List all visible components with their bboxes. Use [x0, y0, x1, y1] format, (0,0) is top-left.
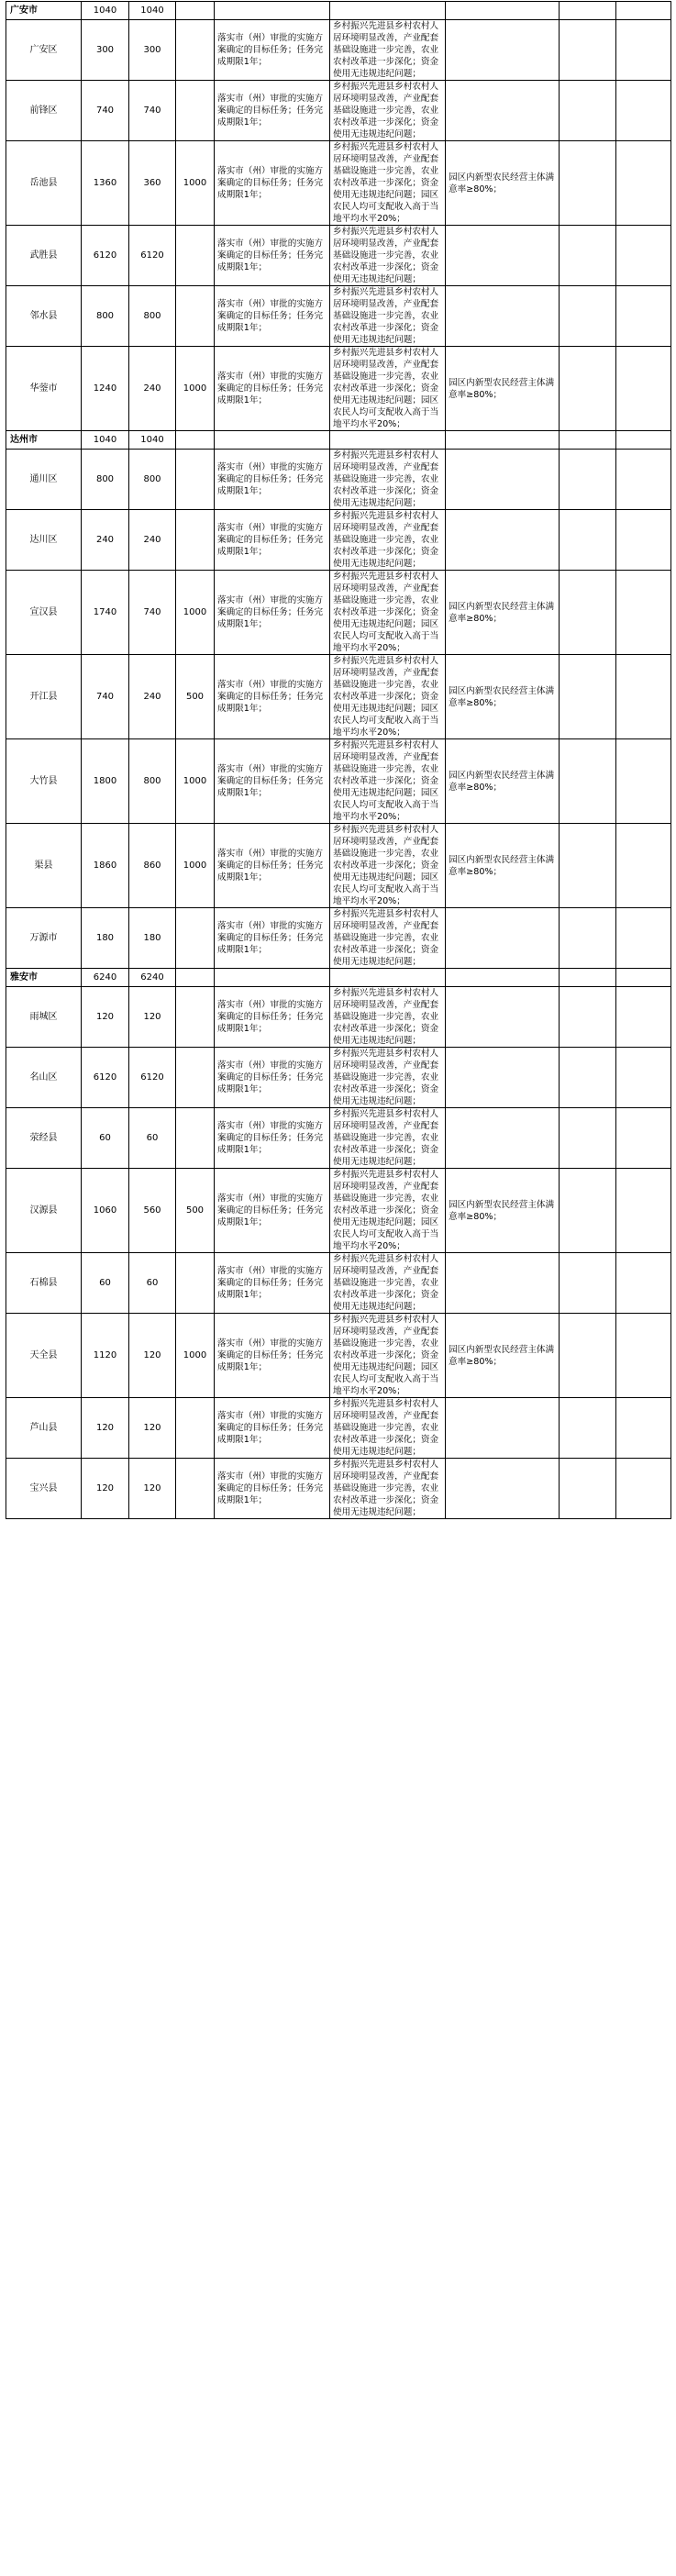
- table-row: [6, 1459, 671, 1519]
- extra-amount: 1000: [176, 824, 215, 908]
- empty-cell: [560, 1048, 616, 1108]
- satisfaction-target: [446, 908, 560, 969]
- empty-cell: [616, 1398, 671, 1459]
- empty-cell: [560, 908, 616, 969]
- total-amount: 180: [82, 908, 129, 969]
- task-goal: 落实市（州）审批的实施方案确定的目标任务；任务完成期限1年；: [215, 286, 330, 347]
- empty-cell: [616, 824, 671, 908]
- empty-cell: [616, 1108, 671, 1169]
- county-name: 广安区: [6, 20, 82, 81]
- total-amount: 1800: [82, 739, 129, 824]
- county-name: 岳池县: [6, 141, 82, 226]
- satisfaction-target: [446, 226, 560, 286]
- total-amount: 6120: [82, 1048, 129, 1108]
- table-row: [6, 286, 671, 347]
- empty-cell: [560, 1459, 616, 1519]
- city-name: 广安市: [6, 2, 82, 20]
- central-amount: 560: [129, 1169, 176, 1253]
- empty-cell: [616, 141, 671, 226]
- extra-amount: 1000: [176, 571, 215, 655]
- table-row: [6, 908, 671, 969]
- empty-cell: [215, 431, 330, 450]
- central-amount: 120: [129, 1398, 176, 1459]
- empty-cell: [616, 431, 671, 450]
- task-goal: 落实市（州）审批的实施方案确定的目标任务；任务完成期限1年；: [215, 908, 330, 969]
- table-row: [6, 1253, 671, 1314]
- central-amount: 800: [129, 286, 176, 347]
- empty-cell: [616, 571, 671, 655]
- county-name: 宣汉县: [6, 571, 82, 655]
- table-row: [6, 347, 671, 431]
- task-goal: 落实市（州）审批的实施方案确定的目标任务；任务完成期限1年；: [215, 987, 330, 1048]
- task-goal: 落实市（州）审批的实施方案确定的目标任务；任务完成期限1年；: [215, 655, 330, 739]
- central-amount: 800: [129, 450, 176, 510]
- county-name: 前锋区: [6, 81, 82, 141]
- table-row: [6, 20, 671, 81]
- performance-condition: 乡村振兴先进县乡村农村人居环境明显改善，产业配套基础设施进一步完善，农业农村改革进一步深化；资金使用无违规违纪问题；: [330, 987, 446, 1048]
- central-amount: 740: [129, 81, 176, 141]
- task-goal: 落实市（州）审批的实施方案确定的目标任务；任务完成期限1年；: [215, 739, 330, 824]
- central-amount: 6120: [129, 226, 176, 286]
- satisfaction-target: 园区内新型农民经营主体满意率≥80%；: [446, 824, 560, 908]
- empty-cell: [560, 1398, 616, 1459]
- total-amount: 800: [82, 286, 129, 347]
- table-row: [6, 226, 671, 286]
- satisfaction-target: [446, 1459, 560, 1519]
- satisfaction-target: [446, 450, 560, 510]
- task-goal: 落实市（州）审批的实施方案确定的目标任务；任务完成期限1年；: [215, 824, 330, 908]
- empty-cell: [560, 141, 616, 226]
- city-name: 达州市: [6, 431, 82, 450]
- table-row: [6, 739, 671, 824]
- satisfaction-target: 园区内新型农民经营主体满意率≥80%；: [446, 1169, 560, 1253]
- central-amount: 800: [129, 739, 176, 824]
- table-row: [6, 655, 671, 739]
- county-name: 宝兴县: [6, 1459, 82, 1519]
- empty-cell: [176, 2, 215, 20]
- central-amount: 240: [129, 655, 176, 739]
- empty-cell: [560, 2, 616, 20]
- city-row: [6, 969, 671, 987]
- central-amount: 240: [129, 347, 176, 431]
- table-row: [6, 81, 671, 141]
- extra-amount: [176, 1108, 215, 1169]
- empty-cell: [560, 286, 616, 347]
- performance-condition: 乡村振兴先进县乡村农村人居环境明显改善，产业配套基础设施进一步完善，农业农村改革进一步深化；资金使用无违规违纪问题；园区农民人均可支配收入高于当地平均水平20%；: [330, 824, 446, 908]
- total-amount: 1040: [82, 2, 129, 20]
- central-amount: 120: [129, 987, 176, 1048]
- table-row: [6, 1108, 671, 1169]
- total-amount: 300: [82, 20, 129, 81]
- performance-condition: 乡村振兴先进县乡村农村人居环境明显改善，产业配套基础设施进一步完善，农业农村改革进一步深化；资金使用无违规违纪问题；园区农民人均可支配收入高于当地平均水平20%；: [330, 739, 446, 824]
- central-amount: 1040: [129, 431, 176, 450]
- satisfaction-target: 园区内新型农民经营主体满意率≥80%；: [446, 347, 560, 431]
- satisfaction-target: 园区内新型农民经营主体满意率≥80%；: [446, 141, 560, 226]
- task-goal: 落实市（州）审批的实施方案确定的目标任务；任务完成期限1年；: [215, 1314, 330, 1398]
- empty-cell: [616, 1169, 671, 1253]
- empty-cell: [560, 450, 616, 510]
- task-goal: 落实市（州）审批的实施方案确定的目标任务；任务完成期限1年；: [215, 1048, 330, 1108]
- total-amount: 60: [82, 1108, 129, 1169]
- extra-amount: [176, 1253, 215, 1314]
- task-goal: 落实市（州）审批的实施方案确定的目标任务；任务完成期限1年；: [215, 141, 330, 226]
- empty-cell: [215, 969, 330, 987]
- county-name: 开江县: [6, 655, 82, 739]
- county-name: 达川区: [6, 510, 82, 571]
- total-amount: 1060: [82, 1169, 129, 1253]
- performance-condition: 乡村振兴先进县乡村农村人居环境明显改善，产业配套基础设施进一步完善，农业农村改革进一步深化；资金使用无违规违纪问题；: [330, 510, 446, 571]
- extra-amount: 1000: [176, 141, 215, 226]
- central-amount: 180: [129, 908, 176, 969]
- performance-condition: 乡村振兴先进县乡村农村人居环境明显改善，产业配套基础设施进一步完善，农业农村改革进一步深化；资金使用无违规违纪问题；园区农民人均可支配收入高于当地平均水平20%；: [330, 571, 446, 655]
- empty-cell: [616, 20, 671, 81]
- central-amount: 120: [129, 1459, 176, 1519]
- performance-condition: 乡村振兴先进县乡村农村人居环境明显改善，产业配套基础设施进一步完善，农业农村改革进一步深化；资金使用无违规违纪问题；园区农民人均可支配收入高于当地平均水平20%；: [330, 141, 446, 226]
- empty-cell: [616, 1253, 671, 1314]
- county-name: 渠县: [6, 824, 82, 908]
- task-goal: 落实市（州）审批的实施方案确定的目标任务；任务完成期限1年；: [215, 347, 330, 431]
- table-row: [6, 987, 671, 1048]
- total-amount: 60: [82, 1253, 129, 1314]
- county-name: 大竹县: [6, 739, 82, 824]
- task-goal: 落实市（州）审批的实施方案确定的目标任务；任务完成期限1年；: [215, 510, 330, 571]
- central-amount: 60: [129, 1108, 176, 1169]
- empty-cell: [616, 908, 671, 969]
- empty-cell: [560, 1314, 616, 1398]
- county-name: 石棉县: [6, 1253, 82, 1314]
- extra-amount: 500: [176, 655, 215, 739]
- empty-cell: [446, 2, 560, 20]
- extra-amount: [176, 450, 215, 510]
- extra-amount: [176, 908, 215, 969]
- empty-cell: [560, 739, 616, 824]
- table-row: [6, 450, 671, 510]
- empty-cell: [560, 431, 616, 450]
- table-row: [6, 141, 671, 226]
- total-amount: 740: [82, 81, 129, 141]
- central-amount: 60: [129, 1253, 176, 1314]
- extra-amount: 1000: [176, 1314, 215, 1398]
- county-name: 万源市: [6, 908, 82, 969]
- task-goal: 落实市（州）审批的实施方案确定的目标任务；任务完成期限1年；: [215, 571, 330, 655]
- table-row: [6, 1314, 671, 1398]
- county-name: 雨城区: [6, 987, 82, 1048]
- county-name: 芦山县: [6, 1398, 82, 1459]
- performance-condition: 乡村振兴先进县乡村农村人居环境明显改善，产业配套基础设施进一步完善，农业农村改革进一步深化；资金使用无违规违纪问题；园区农民人均可支配收入高于当地平均水平20%；: [330, 655, 446, 739]
- extra-amount: [176, 987, 215, 1048]
- empty-cell: [560, 1169, 616, 1253]
- central-amount: 740: [129, 571, 176, 655]
- county-name: 华蓥市: [6, 347, 82, 431]
- county-name: 邻水县: [6, 286, 82, 347]
- performance-condition: 乡村振兴先进县乡村农村人居环境明显改善，产业配套基础设施进一步完善，农业农村改革进一步深化；资金使用无违规违纪问题；: [330, 1253, 446, 1314]
- empty-cell: [616, 739, 671, 824]
- total-amount: 120: [82, 1459, 129, 1519]
- task-goal: 落实市（州）审批的实施方案确定的目标任务；任务完成期限1年；: [215, 1253, 330, 1314]
- satisfaction-target: [446, 286, 560, 347]
- extra-amount: [176, 286, 215, 347]
- extra-amount: [176, 81, 215, 141]
- extra-amount: [176, 20, 215, 81]
- empty-cell: [616, 347, 671, 431]
- central-amount: 120: [129, 1314, 176, 1398]
- extra-amount: 1000: [176, 739, 215, 824]
- empty-cell: [560, 969, 616, 987]
- central-amount: 860: [129, 824, 176, 908]
- empty-cell: [560, 81, 616, 141]
- table-body: [6, 2, 671, 1519]
- total-amount: 1240: [82, 347, 129, 431]
- empty-cell: [560, 20, 616, 81]
- satisfaction-target: [446, 1253, 560, 1314]
- total-amount: 120: [82, 987, 129, 1048]
- satisfaction-target: [446, 1048, 560, 1108]
- extra-amount: [176, 1398, 215, 1459]
- empty-cell: [330, 431, 446, 450]
- table-row: [6, 1169, 671, 1253]
- total-amount: 1860: [82, 824, 129, 908]
- extra-amount: 500: [176, 1169, 215, 1253]
- total-amount: 740: [82, 655, 129, 739]
- performance-condition: 乡村振兴先进县乡村农村人居环境明显改善，产业配套基础设施进一步完善，农业农村改革进一步深化；资金使用无违规违纪问题；: [330, 1459, 446, 1519]
- table-row: [6, 571, 671, 655]
- empty-cell: [616, 450, 671, 510]
- performance-condition: 乡村振兴先进县乡村农村人居环境明显改善，产业配套基础设施进一步完善，农业农村改革进一步深化；资金使用无违规违纪问题；: [330, 1108, 446, 1169]
- empty-cell: [176, 431, 215, 450]
- performance-condition: 乡村振兴先进县乡村农村人居环境明显改善，产业配套基础设施进一步完善，农业农村改革进一步深化；资金使用无违规违纪问题；: [330, 286, 446, 347]
- empty-cell: [560, 226, 616, 286]
- empty-cell: [176, 969, 215, 987]
- empty-cell: [616, 1314, 671, 1398]
- county-name: 通川区: [6, 450, 82, 510]
- table-row: [6, 1398, 671, 1459]
- empty-cell: [616, 2, 671, 20]
- empty-cell: [560, 347, 616, 431]
- table-row: [6, 824, 671, 908]
- empty-cell: [616, 81, 671, 141]
- task-goal: 落实市（州）审批的实施方案确定的目标任务；任务完成期限1年；: [215, 226, 330, 286]
- table-row: [6, 510, 671, 571]
- satisfaction-target: [446, 20, 560, 81]
- task-goal: 落实市（州）审批的实施方案确定的目标任务；任务完成期限1年；: [215, 81, 330, 141]
- total-amount: 1740: [82, 571, 129, 655]
- task-goal: 落实市（州）审批的实施方案确定的目标任务；任务完成期限1年；: [215, 450, 330, 510]
- total-amount: 240: [82, 510, 129, 571]
- table-row: [6, 1048, 671, 1108]
- empty-cell: [330, 969, 446, 987]
- empty-cell: [616, 510, 671, 571]
- performance-condition: 乡村振兴先进县乡村农村人居环境明显改善，产业配套基础设施进一步完善，农业农村改革进一步深化；资金使用无违规违纪问题；: [330, 450, 446, 510]
- empty-cell: [560, 1108, 616, 1169]
- performance-condition: 乡村振兴先进县乡村农村人居环境明显改善，产业配套基础设施进一步完善，农业农村改革进一步深化；资金使用无违规违纪问题；: [330, 81, 446, 141]
- empty-cell: [560, 510, 616, 571]
- city-name: 雅安市: [6, 969, 82, 987]
- empty-cell: [616, 286, 671, 347]
- performance-condition: 乡村振兴先进县乡村农村人居环境明显改善，产业配套基础设施进一步完善，农业农村改革进一步深化；资金使用无违规违纪问题；: [330, 226, 446, 286]
- empty-cell: [616, 1459, 671, 1519]
- empty-cell: [616, 226, 671, 286]
- performance-condition: 乡村振兴先进县乡村农村人居环境明显改善，产业配套基础设施进一步完善，农业农村改革进一步深化；资金使用无违规违纪问题；: [330, 20, 446, 81]
- empty-cell: [560, 655, 616, 739]
- performance-condition: 乡村振兴先进县乡村农村人居环境明显改善，产业配套基础设施进一步完善，农业农村改革进一步深化；资金使用无违规违纪问题；园区农民人均可支配收入高于当地平均水平20%；: [330, 347, 446, 431]
- county-name: 天全县: [6, 1314, 82, 1398]
- total-amount: 1040: [82, 431, 129, 450]
- empty-cell: [616, 655, 671, 739]
- performance-condition: 乡村振兴先进县乡村农村人居环境明显改善，产业配套基础设施进一步完善，农业农村改革进一步深化；资金使用无违规违纪问题；园区农民人均可支配收入高于当地平均水平20%；: [330, 1314, 446, 1398]
- extra-amount: [176, 510, 215, 571]
- satisfaction-target: [446, 987, 560, 1048]
- county-name: 荥经县: [6, 1108, 82, 1169]
- extra-amount: [176, 1459, 215, 1519]
- extra-amount: [176, 1048, 215, 1108]
- task-goal: 落实市（州）审批的实施方案确定的目标任务；任务完成期限1年；: [215, 1169, 330, 1253]
- empty-cell: [616, 1048, 671, 1108]
- total-amount: 1120: [82, 1314, 129, 1398]
- county-name: 武胜县: [6, 226, 82, 286]
- satisfaction-target: [446, 1398, 560, 1459]
- central-amount: 6240: [129, 969, 176, 987]
- total-amount: 1360: [82, 141, 129, 226]
- empty-cell: [616, 987, 671, 1048]
- satisfaction-target: 园区内新型农民经营主体满意率≥80%；: [446, 571, 560, 655]
- central-amount: 240: [129, 510, 176, 571]
- empty-cell: [330, 2, 446, 20]
- fund-allocation-table: [6, 1, 671, 1519]
- central-amount: 360: [129, 141, 176, 226]
- central-amount: 1040: [129, 2, 176, 20]
- task-goal: 落实市（州）审批的实施方案确定的目标任务；任务完成期限1年；: [215, 20, 330, 81]
- satisfaction-target: [446, 81, 560, 141]
- county-name: 名山区: [6, 1048, 82, 1108]
- empty-cell: [616, 969, 671, 987]
- empty-cell: [446, 969, 560, 987]
- city-row: [6, 2, 671, 20]
- performance-condition: 乡村振兴先进县乡村农村人居环境明显改善，产业配套基础设施进一步完善，农业农村改革进一步深化；资金使用无违规违纪问题；: [330, 1048, 446, 1108]
- extra-amount: [176, 226, 215, 286]
- total-amount: 6120: [82, 226, 129, 286]
- empty-cell: [560, 571, 616, 655]
- empty-cell: [560, 824, 616, 908]
- empty-cell: [560, 1253, 616, 1314]
- performance-condition: 乡村振兴先进县乡村农村人居环境明显改善，产业配套基础设施进一步完善，农业农村改革进一步深化；资金使用无违规违纪问题；园区农民人均可支配收入高于当地平均水平20%；: [330, 1169, 446, 1253]
- county-name: 汉源县: [6, 1169, 82, 1253]
- performance-condition: 乡村振兴先进县乡村农村人居环境明显改善，产业配套基础设施进一步完善，农业农村改革进一步深化；资金使用无违规违纪问题；: [330, 908, 446, 969]
- total-amount: 120: [82, 1398, 129, 1459]
- central-amount: 6120: [129, 1048, 176, 1108]
- empty-cell: [446, 431, 560, 450]
- task-goal: 落实市（州）审批的实施方案确定的目标任务；任务完成期限1年；: [215, 1108, 330, 1169]
- satisfaction-target: 园区内新型农民经营主体满意率≥80%；: [446, 655, 560, 739]
- satisfaction-target: 园区内新型农民经营主体满意率≥80%；: [446, 1314, 560, 1398]
- satisfaction-target: [446, 1108, 560, 1169]
- empty-cell: [560, 987, 616, 1048]
- task-goal: 落实市（州）审批的实施方案确定的目标任务；任务完成期限1年；: [215, 1398, 330, 1459]
- central-amount: 300: [129, 20, 176, 81]
- performance-condition: 乡村振兴先进县乡村农村人居环境明显改善，产业配套基础设施进一步完善，农业农村改革进一步深化；资金使用无违规违纪问题；: [330, 1398, 446, 1459]
- extra-amount: 1000: [176, 347, 215, 431]
- satisfaction-target: [446, 510, 560, 571]
- satisfaction-target: 园区内新型农民经营主体满意率≥80%；: [446, 739, 560, 824]
- city-row: [6, 431, 671, 450]
- empty-cell: [215, 2, 330, 20]
- total-amount: 800: [82, 450, 129, 510]
- task-goal: 落实市（州）审批的实施方案确定的目标任务；任务完成期限1年；: [215, 1459, 330, 1519]
- total-amount: 6240: [82, 969, 129, 987]
